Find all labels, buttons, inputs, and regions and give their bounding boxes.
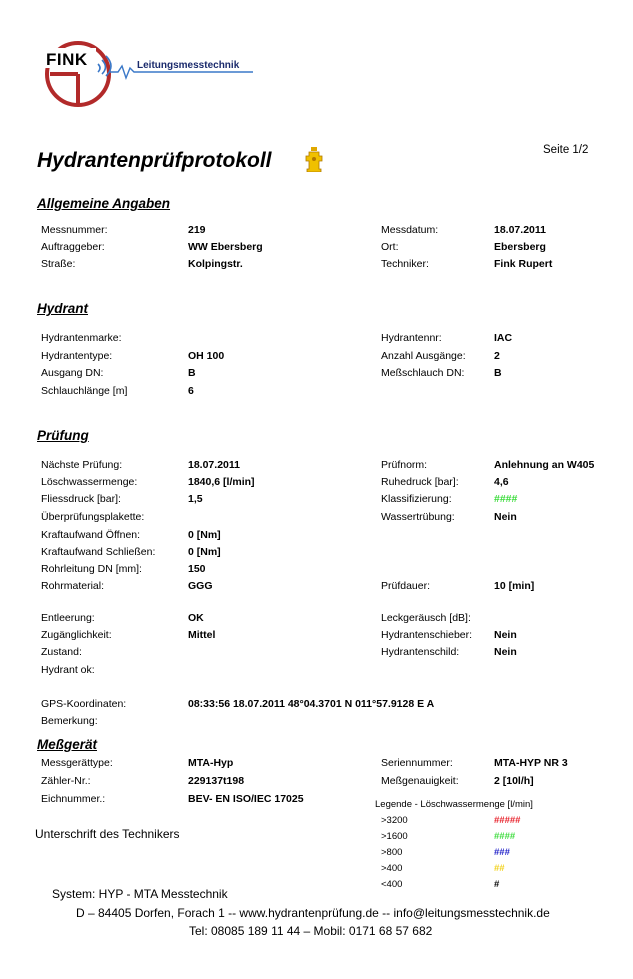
zaehler-value: 229137t198	[188, 775, 245, 787]
footer-contact: Tel: 08085 189 11 44 – Mobil: 0171 68 57 682	[189, 924, 433, 938]
eichnummer-value: BEV- EN ISO/IEC 17025	[188, 793, 304, 805]
messgenauigkeit-value: 2 [10l/h]	[494, 775, 534, 787]
strasse-value: Kolpingstr.	[188, 258, 243, 270]
hydrantennr-value: IAC	[494, 332, 513, 344]
auftraggeber-label: Auftraggeber:	[41, 241, 105, 253]
hydrantentype-label: Hydrantentype:	[41, 350, 113, 362]
messnummer-label: Messnummer:	[41, 224, 108, 236]
plakette-label: Überprüfungsplakette:	[41, 511, 145, 523]
kraft-schliessen-value: 0 [Nm]	[188, 546, 221, 558]
pruefnorm-label: Prüfnorm:	[381, 459, 428, 471]
signature-label: Unterschrift des Technikers	[35, 827, 180, 841]
bemerkung-label: Bemerkung:	[41, 715, 98, 727]
wassertruebung-label: Wassertrübung:	[381, 511, 455, 523]
hydrantenschild-value: Nein	[494, 646, 517, 658]
naechste-pruefung-value: 18.07.2011	[188, 459, 240, 471]
rohrmaterial-value: GGG	[188, 580, 213, 592]
techniker-value: Fink Rupert	[494, 258, 553, 270]
klassifizierung-value: ####	[494, 493, 518, 505]
messdatum-label: Messdatum:	[381, 224, 439, 236]
zugaenglichkeit-label: Zugänglichkeit:	[41, 629, 112, 641]
zugaenglichkeit-value: Mittel	[188, 629, 216, 641]
rohrleitung-value: 150	[188, 563, 206, 575]
legend-row-label: >400	[381, 863, 403, 874]
messnummer-value: 219	[188, 224, 206, 236]
pruefnorm-value: Anlehnung an W405	[494, 459, 595, 471]
klassifizierung-label: Klassifizierung:	[381, 493, 452, 505]
legend-row-label: >3200	[381, 815, 408, 826]
legend-row-label: >800	[381, 847, 403, 858]
ausgaenge-label: Anzahl Ausgänge:	[381, 350, 466, 362]
hydrantenschild-label: Hydrantenschild:	[381, 646, 460, 658]
schlauchlaenge-value: 6	[188, 385, 194, 397]
zaehler-label: Zähler-Nr.:	[41, 775, 91, 787]
loeschwasser-label: Löschwassermenge:	[41, 476, 138, 488]
techniker-label: Techniker:	[381, 258, 429, 270]
page-number: Seite 1/2	[543, 144, 589, 156]
eichnummer-label: Eichnummer.:	[41, 793, 106, 805]
section-general-heading: Allgemeine Angaben	[37, 196, 171, 211]
ruhedruck-label: Ruhedruck [bar]:	[381, 476, 459, 488]
zustand-label: Zustand:	[41, 646, 82, 658]
section-geraet-heading: Meßgerät	[37, 737, 98, 752]
loeschwasser-value: 1840,6 [l/min]	[188, 476, 255, 488]
kraft-oeffnen-value: 0 [Nm]	[188, 529, 221, 541]
ruhedruck-value: 4,6	[494, 476, 509, 488]
hydrantenschieber-label: Hydrantenschieber:	[381, 629, 473, 641]
legend-row-label: <400	[381, 879, 403, 890]
messgeraettype-value: MTA-Hyp	[188, 757, 234, 769]
seriennummer-value: MTA-HYP NR 3	[494, 757, 568, 769]
legend-row-mark: ###	[494, 847, 510, 858]
ausgaenge-value: 2	[494, 350, 500, 362]
hydrantenmarke-label: Hydrantenmarke:	[41, 332, 122, 344]
entleerung-label: Entleerung:	[41, 612, 95, 624]
ausgang-dn-label: Ausgang DN:	[41, 367, 104, 379]
seriennummer-label: Seriennummer:	[381, 757, 453, 769]
section-hydrant-heading: Hydrant	[37, 301, 89, 316]
gps-label: GPS-Koordinaten:	[41, 698, 127, 710]
legend-row-mark: #	[494, 879, 500, 890]
logo-brand: FINK	[46, 50, 88, 69]
messgenauigkeit-label: Meßgenauigkeit:	[381, 775, 459, 787]
logo-graphic	[38, 38, 268, 110]
hydrantentype-value: OH 100	[188, 350, 225, 362]
legend-row-mark: ####	[494, 831, 516, 842]
pruefdauer-value: 10 [min]	[494, 580, 535, 592]
logo-subtitle: Leitungsmesstechnik	[137, 60, 240, 71]
schlauchlaenge-label: Schlauchlänge [m]	[41, 385, 128, 397]
kraft-schliessen-label: Kraftaufwand Schließen:	[41, 546, 156, 558]
legend-row-label: >1600	[381, 831, 408, 842]
fliessdruck-value: 1,5	[188, 493, 203, 505]
rohrleitung-label: Rohrleitung DN [mm]:	[41, 563, 142, 575]
hydrant-icon	[305, 146, 323, 172]
company-logo	[38, 38, 268, 110]
naechste-pruefung-label: Nächste Prüfung:	[41, 459, 123, 471]
strasse-label: Straße:	[41, 258, 76, 270]
footer-address: D – 84405 Dorfen, Forach 1 -- www.hydrantenprüfung.de -- info@leitungsmesstechnik.de	[76, 906, 550, 920]
pruefdauer-label: Prüfdauer:	[381, 580, 431, 592]
auftraggeber-value: WW Ebersberg	[188, 241, 263, 253]
messschlauch-label: Meßschlauch DN:	[381, 367, 465, 379]
ausgang-dn-value: B	[188, 367, 196, 379]
leckgeraeusch-label: Leckgeräusch [dB]:	[381, 612, 471, 624]
ort-label: Ort:	[381, 241, 399, 253]
wassertruebung-value: Nein	[494, 511, 517, 523]
entleerung-value: OK	[188, 612, 204, 624]
hydrant-ok-label: Hydrant ok:	[41, 664, 95, 676]
messgeraettype-label: Messgerättype:	[41, 757, 113, 769]
footer-system: System: HYP - MTA Messtechnik	[52, 887, 228, 901]
rohrmaterial-label: Rohrmaterial:	[41, 580, 105, 592]
fliessdruck-label: Fliessdruck [bar]:	[41, 493, 121, 505]
legend-row-mark: #####	[494, 815, 521, 826]
hydrantenschieber-value: Nein	[494, 629, 517, 641]
messdatum-value: 18.07.2011	[494, 224, 546, 236]
section-pruefung-heading: Prüfung	[37, 428, 89, 443]
page-title: Hydrantenprüfprotokoll	[37, 149, 272, 172]
hydrantennr-label: Hydrantennr:	[381, 332, 442, 344]
ort-value: Ebersberg	[494, 241, 546, 253]
messschlauch-value: B	[494, 367, 502, 379]
legend-title: Legende - Löschwassermenge [l/min]	[375, 799, 533, 810]
legend-row-mark: ##	[494, 863, 505, 874]
gps-value: 08:33:56 18.07.2011 48°04.3701 N 011°57.9128 E A	[188, 698, 435, 710]
kraft-oeffnen-label: Kraftaufwand Öffnen:	[41, 529, 141, 541]
